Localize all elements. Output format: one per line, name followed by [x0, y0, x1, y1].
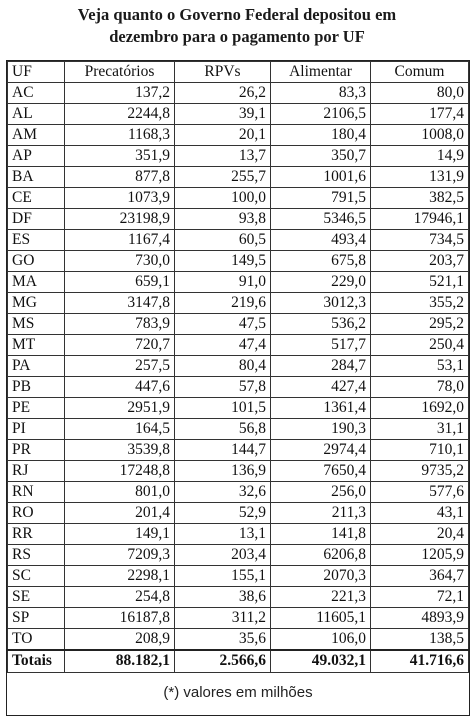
cell-precatorios: 2951,9: [65, 398, 175, 419]
table-frame: [6, 60, 470, 716]
cell-precatorios: 164,5: [65, 419, 175, 440]
cell-comum: 20,4: [371, 524, 469, 545]
table-row: [8, 545, 469, 566]
cell-alimentar: 536,2: [271, 314, 371, 335]
title-line-2: dezembro para o pagamento por UF: [109, 27, 365, 46]
table-row: [8, 398, 469, 419]
cell-comum: 78,0: [371, 377, 469, 398]
cell-alimentar: 791,5: [271, 188, 371, 209]
cell-uf: SC: [8, 566, 65, 587]
cell-precatorios: 7209,3: [65, 545, 175, 566]
cell-precatorios: 2244,8: [65, 104, 175, 125]
table-row: [8, 587, 469, 608]
cell-comum: 17946,1: [371, 209, 469, 230]
cell-alimentar: 6206,8: [271, 545, 371, 566]
cell-precatorios: 351,9: [65, 146, 175, 167]
table-row: [8, 482, 469, 503]
table-row: [8, 524, 469, 545]
table-row: [8, 314, 469, 335]
cell-comum: 177,4: [371, 104, 469, 125]
cell-rpvs: 60,5: [175, 230, 271, 251]
cell-rpvs: 38,6: [175, 587, 271, 608]
cell-uf: DF: [8, 209, 65, 230]
table-row: [8, 293, 469, 314]
cell-precatorios: 3147,8: [65, 293, 175, 314]
table-row: [8, 335, 469, 356]
cell-alimentar: 427,4: [271, 377, 371, 398]
cell-uf: AL: [8, 104, 65, 125]
cell-rpvs: 149,5: [175, 251, 271, 272]
header-comum: Comum: [371, 62, 469, 83]
cell-precatorios: 801,0: [65, 482, 175, 503]
cell-alimentar: 83,3: [271, 83, 371, 104]
cell-uf: TO: [8, 629, 65, 651]
cell-rpvs: 136,9: [175, 461, 271, 482]
cell-rpvs: 47,5: [175, 314, 271, 335]
cell-precatorios: 257,5: [65, 356, 175, 377]
cell-uf: BA: [8, 167, 65, 188]
cell-uf: RJ: [8, 461, 65, 482]
cell-uf: MA: [8, 272, 65, 293]
cell-rpvs: 101,5: [175, 398, 271, 419]
cell-comum: 577,6: [371, 482, 469, 503]
cell-uf: MG: [8, 293, 65, 314]
footnote: (*) valores em milhões: [163, 684, 313, 701]
cell-comum: 734,5: [371, 230, 469, 251]
table-row: [8, 461, 469, 482]
cell-uf: AM: [8, 125, 65, 146]
totals-row: [8, 650, 469, 672]
cell-comum: 1205,9: [371, 545, 469, 566]
total-rpvs: 2.566,6: [175, 650, 271, 672]
header-row: [8, 62, 469, 83]
cell-precatorios: 720,7: [65, 335, 175, 356]
cell-uf: AC: [8, 83, 65, 104]
cell-uf: ES: [8, 230, 65, 251]
cell-rpvs: 203,4: [175, 545, 271, 566]
cell-uf: SP: [8, 608, 65, 629]
table-row: [8, 209, 469, 230]
cell-alimentar: 2070,3: [271, 566, 371, 587]
table-row: [8, 188, 469, 209]
cell-precatorios: 208,9: [65, 629, 175, 651]
cell-uf: GO: [8, 251, 65, 272]
cell-rpvs: 80,4: [175, 356, 271, 377]
cell-uf: PE: [8, 398, 65, 419]
cell-alimentar: 141,8: [271, 524, 371, 545]
cell-alimentar: 1361,4: [271, 398, 371, 419]
table-row: [8, 125, 469, 146]
cell-rpvs: 39,1: [175, 104, 271, 125]
table-row: [8, 356, 469, 377]
cell-rpvs: 32,6: [175, 482, 271, 503]
cell-uf: RS: [8, 545, 65, 566]
table-row: [8, 629, 469, 651]
table-row: [8, 146, 469, 167]
cell-rpvs: 144,7: [175, 440, 271, 461]
cell-comum: 9735,2: [371, 461, 469, 482]
cell-alimentar: 211,3: [271, 503, 371, 524]
cell-comum: 710,1: [371, 440, 469, 461]
cell-precatorios: 783,9: [65, 314, 175, 335]
cell-precatorios: 659,1: [65, 272, 175, 293]
cell-alimentar: 3012,3: [271, 293, 371, 314]
deposits-table: [7, 61, 469, 673]
cell-precatorios: 1073,9: [65, 188, 175, 209]
cell-uf: RN: [8, 482, 65, 503]
cell-alimentar: 517,7: [271, 335, 371, 356]
cell-comum: 382,5: [371, 188, 469, 209]
cell-alimentar: 11605,1: [271, 608, 371, 629]
cell-precatorios: 3539,8: [65, 440, 175, 461]
table-row: [8, 419, 469, 440]
cell-comum: 53,1: [371, 356, 469, 377]
cell-uf: SE: [8, 587, 65, 608]
cell-precatorios: 2298,1: [65, 566, 175, 587]
table-row: [8, 566, 469, 587]
cell-alimentar: 493,4: [271, 230, 371, 251]
cell-comum: 355,2: [371, 293, 469, 314]
total-alimentar: 49.032,1: [271, 650, 371, 672]
title-line-1: Veja quanto o Governo Federal depositou em: [77, 5, 397, 24]
cell-uf: MS: [8, 314, 65, 335]
cell-precatorios: 17248,8: [65, 461, 175, 482]
cell-precatorios: 201,4: [65, 503, 175, 524]
cell-comum: 72,1: [371, 587, 469, 608]
cell-precatorios: 137,2: [65, 83, 175, 104]
header-rpvs: RPVs: [175, 62, 271, 83]
cell-alimentar: 350,7: [271, 146, 371, 167]
cell-alimentar: 2106,5: [271, 104, 371, 125]
cell-rpvs: 255,7: [175, 167, 271, 188]
cell-uf: PI: [8, 419, 65, 440]
totals-label: Totais: [8, 650, 65, 672]
table-title: [0, 4, 474, 48]
cell-comum: 138,5: [371, 629, 469, 651]
cell-comum: 80,0: [371, 83, 469, 104]
cell-alimentar: 675,8: [271, 251, 371, 272]
cell-rpvs: 155,1: [175, 566, 271, 587]
cell-precatorios: 23198,9: [65, 209, 175, 230]
cell-precatorios: 447,6: [65, 377, 175, 398]
cell-precatorios: 1167,4: [65, 230, 175, 251]
header-alimentar: Alimentar: [271, 62, 371, 83]
cell-comum: 14,9: [371, 146, 469, 167]
cell-rpvs: 13,1: [175, 524, 271, 545]
table-row: [8, 230, 469, 251]
cell-uf: PA: [8, 356, 65, 377]
table-row: [8, 83, 469, 104]
cell-comum: 250,4: [371, 335, 469, 356]
table-row: [8, 608, 469, 629]
cell-precatorios: 1168,3: [65, 125, 175, 146]
cell-rpvs: 26,2: [175, 83, 271, 104]
cell-alimentar: 2974,4: [271, 440, 371, 461]
cell-rpvs: 52,9: [175, 503, 271, 524]
cell-rpvs: 56,8: [175, 419, 271, 440]
cell-alimentar: 5346,5: [271, 209, 371, 230]
cell-comum: 1008,0: [371, 125, 469, 146]
cell-alimentar: 256,0: [271, 482, 371, 503]
cell-uf: AP: [8, 146, 65, 167]
cell-alimentar: 229,0: [271, 272, 371, 293]
cell-uf: RR: [8, 524, 65, 545]
cell-rpvs: 219,6: [175, 293, 271, 314]
cell-comum: 131,9: [371, 167, 469, 188]
cell-rpvs: 13,7: [175, 146, 271, 167]
cell-uf: RO: [8, 503, 65, 524]
cell-rpvs: 35,6: [175, 629, 271, 651]
header-precatorios: Precatórios: [65, 62, 175, 83]
cell-alimentar: 190,3: [271, 419, 371, 440]
cell-alimentar: 7650,4: [271, 461, 371, 482]
total-precatorios: 88.182,1: [65, 650, 175, 672]
cell-alimentar: 180,4: [271, 125, 371, 146]
cell-comum: 1692,0: [371, 398, 469, 419]
table-row: [8, 104, 469, 125]
cell-comum: 4893,9: [371, 608, 469, 629]
cell-rpvs: 47,4: [175, 335, 271, 356]
table-body: [8, 83, 469, 651]
cell-rpvs: 100,0: [175, 188, 271, 209]
cell-alimentar: 284,7: [271, 356, 371, 377]
cell-comum: 295,2: [371, 314, 469, 335]
cell-precatorios: 16187,8: [65, 608, 175, 629]
table-row: [8, 503, 469, 524]
cell-rpvs: 93,8: [175, 209, 271, 230]
table-row: [8, 377, 469, 398]
cell-uf: MT: [8, 335, 65, 356]
table-row: [8, 167, 469, 188]
cell-precatorios: 730,0: [65, 251, 175, 272]
total-comum: 41.716,6: [371, 650, 469, 672]
cell-uf: CE: [8, 188, 65, 209]
table-row: [8, 251, 469, 272]
cell-alimentar: 221,3: [271, 587, 371, 608]
cell-rpvs: 91,0: [175, 272, 271, 293]
cell-comum: 31,1: [371, 419, 469, 440]
cell-precatorios: 254,8: [65, 587, 175, 608]
table-row: [8, 440, 469, 461]
cell-rpvs: 311,2: [175, 608, 271, 629]
cell-uf: PB: [8, 377, 65, 398]
cell-alimentar: 106,0: [271, 629, 371, 651]
cell-rpvs: 57,8: [175, 377, 271, 398]
cell-comum: 43,1: [371, 503, 469, 524]
cell-uf: PR: [8, 440, 65, 461]
header-uf: UF: [8, 62, 65, 83]
cell-precatorios: 149,1: [65, 524, 175, 545]
cell-comum: 521,1: [371, 272, 469, 293]
cell-precatorios: 877,8: [65, 167, 175, 188]
cell-comum: 364,7: [371, 566, 469, 587]
cell-rpvs: 20,1: [175, 125, 271, 146]
cell-comum: 203,7: [371, 251, 469, 272]
cell-alimentar: 1001,6: [271, 167, 371, 188]
table-row: [8, 272, 469, 293]
